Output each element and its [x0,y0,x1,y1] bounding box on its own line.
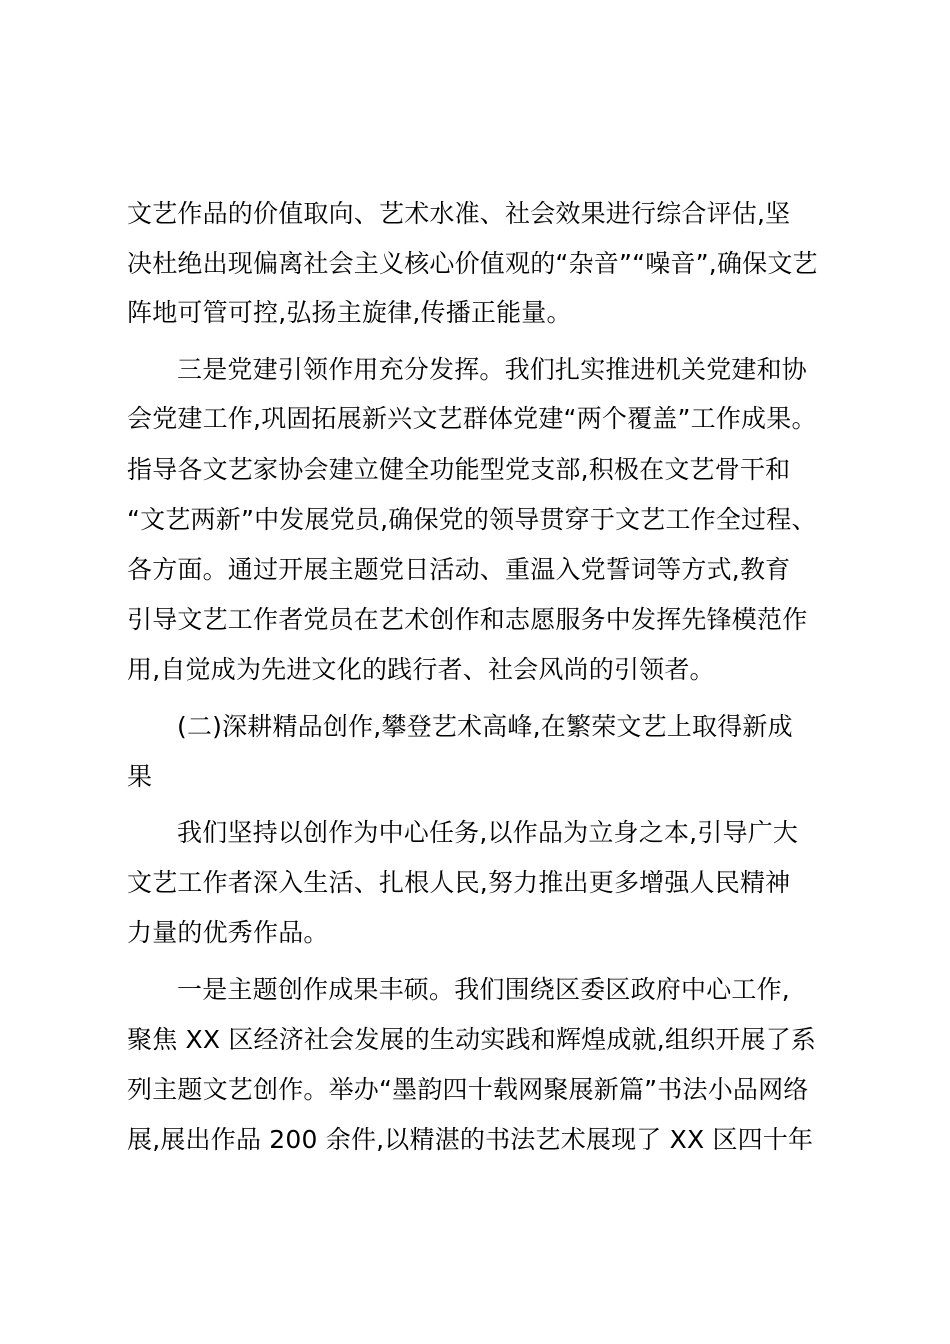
text-line: 引导文艺工作者党员在艺术创作和志愿服务中发挥先锋模范作 [127,605,808,634]
text-line: 指导各文艺家协会建立健全功能型党支部,积极在文艺骨干和 [127,455,791,484]
text-line: 力量的优秀作品。 [127,918,329,947]
text-line: 我们坚持以创作为中心任务,以作品为立身之本,引导广大 [177,818,799,847]
text-line: 决杜绝出现偏离社会主义核心价值观的“杂音”“噪音”,确保文艺 [127,249,818,278]
text-line: 展,展出作品 200 余件,以精湛的书法艺术展现了 XX 区四十年 [127,1125,814,1154]
text-line: 一是主题创作成果丰硕。我们围绕区委区政府中心工作, [177,975,790,1004]
text-line: “文艺两新”中发展党员,确保党的领导贯穿于文艺工作全过程、 [127,505,817,534]
text-line: 会党建工作,巩固拓展新兴文艺群体党建“两个覆盖”工作成果。 [127,404,817,433]
heading-line: (二)深耕精品创作,攀登艺术高峰,在繁荣文艺上取得新成 [177,712,793,741]
text-line: 三是党建引领作用充分发挥。我们扎实推进机关党建和协 [177,355,808,384]
text-line: 阵地可管可控,弘扬主旋律,传播正能量。 [127,298,572,327]
heading-line: 果 [127,762,153,791]
text-line: 列主题文艺创作。举办“墨韵四十载网聚展新篇”书法小品网络 [127,1075,809,1104]
text-line: 文艺作品的价值取向、艺术水准、社会效果进行综合评估,坚 [127,199,791,228]
text-line: 用,自觉成为先进文化的践行者、社会风尚的引领者。 [127,655,715,684]
text-line: 各方面。通过开展主题党日活动、重温入党誓词等方式,教育 [127,555,791,584]
text-line: 文艺工作者深入生活、扎根人民,努力推出更多增强人民精神 [127,868,791,897]
text-line: 聚焦 XX 区经济社会发展的生动实践和辉煌成就,组织开展了系 [127,1025,817,1054]
